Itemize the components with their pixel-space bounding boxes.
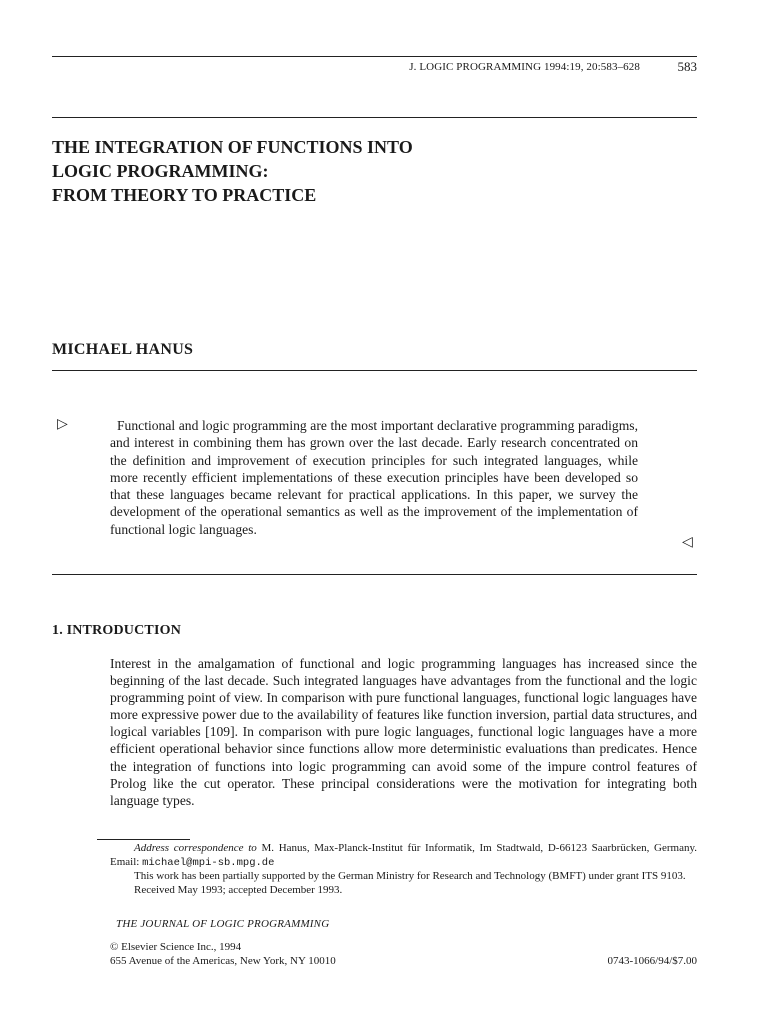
address-label: Address correspondence to bbox=[134, 842, 257, 854]
introduction-paragraph: Interest in the amalgamation of functional and logic programming languages has increased since the beginning of the last decade. Such integrated languages have advantages from the functional and the logic programming point of view. In comparison with pure functional languages, functional logic languages have more expressive power due to the availability of features like function inversion, partial data structures, and logical variables [109]. In comparison with pure logic languages, functional logic languages have a more efficient operational behavior since functions allow more deterministic evaluations than predicates. Hence the integration of functions into logic programming can avoid some of the impure control features of Prolog like the cut operator. These principal considerations were the motivation for integrating both language types. bbox=[110, 656, 697, 808]
title-line: THE INTEGRATION OF FUNCTIONS INTO bbox=[52, 137, 413, 157]
article-title bbox=[52, 135, 652, 207]
header-rule-bottom bbox=[52, 117, 697, 118]
issn-code: 0743-1066/94/$7.00 bbox=[607, 955, 697, 967]
publisher-address: 655 Avenue of the Americas, New York, NY 10010 bbox=[110, 955, 336, 967]
author-name: MICHAEL HANUS bbox=[52, 341, 194, 358]
abstract-open-marker: ▷ bbox=[57, 417, 68, 432]
section-heading: 1. INTRODUCTION bbox=[52, 623, 182, 638]
journal-name: THE JOURNAL OF LOGIC PROGRAMMING bbox=[116, 918, 330, 930]
footnote-rule bbox=[97, 839, 190, 840]
footnote-support: This work has been partially supported by the German Ministry for Research and Technology (BMFT) under grant ITS 9103. bbox=[134, 870, 686, 883]
copyright-notice: © Elsevier Science Inc., 1994 bbox=[110, 941, 242, 953]
abstract-rule bbox=[52, 574, 697, 575]
footnote-received: Received May 1993; accepted December 1993. bbox=[134, 883, 343, 896]
address-text: M. Hanus, Max-Planck-Institut für Informatik, Im Stadtwald, D-66123 Saarbrücken, Germany. Email: bbox=[110, 842, 698, 868]
page-number: 583 bbox=[677, 59, 697, 74]
header-rule-top bbox=[52, 56, 697, 57]
abstract-close-marker: ◁ bbox=[682, 535, 693, 550]
footnotes bbox=[110, 842, 697, 897]
email-address[interactable]: michael@mpi-sb.mpg.de bbox=[142, 856, 275, 869]
abstract: Functional and logic programming are the most important declarative programming paradigms, and interest in combining them has grown over the last decade. Early research concentrated on the definition and improvement of execution principles for such integrated languages, while more recently efficient implementations of these execution principles have been developed so that these languages became relevant for practical applications. In this paper, we survey the development of the operational semantics as well as the improvement of the implementation of functional logic languages. bbox=[110, 418, 638, 537]
title-line: LOGIC PROGRAMMING: bbox=[52, 161, 269, 181]
author-rule bbox=[52, 370, 697, 371]
running-head bbox=[0, 61, 697, 75]
journal-reference: J. LOGIC PROGRAMMING 1994:19, 20:583–628 bbox=[409, 61, 640, 73]
footnote-address bbox=[110, 842, 697, 870]
title-line: FROM THEORY TO PRACTICE bbox=[52, 185, 317, 205]
